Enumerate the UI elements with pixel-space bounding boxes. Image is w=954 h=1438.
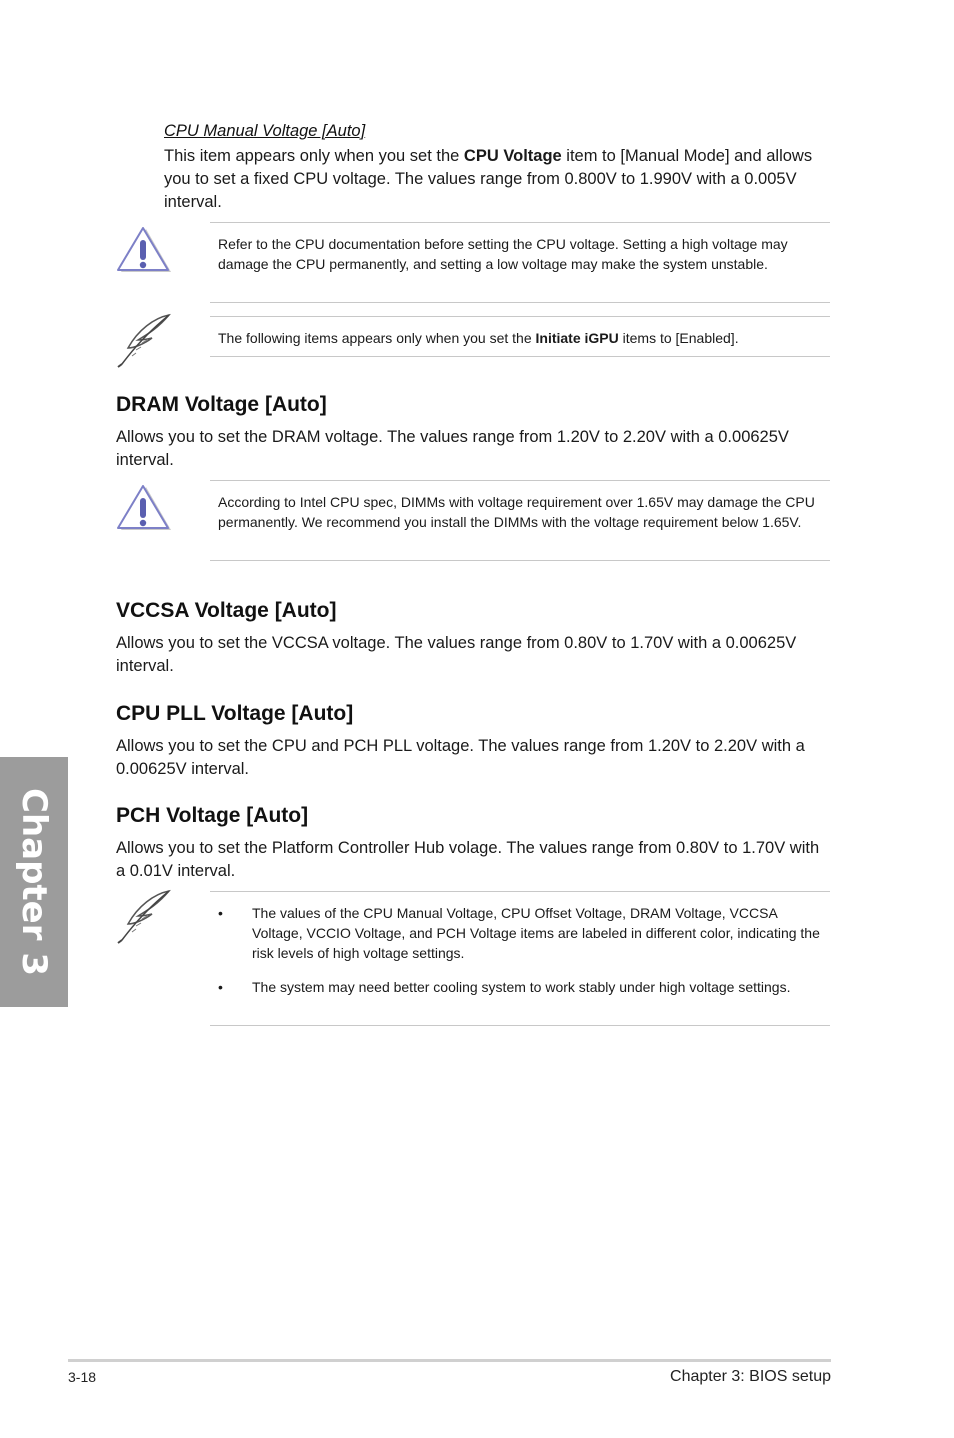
feather-pen-icon — [114, 888, 174, 951]
cpu-manual-voltage-title: CPU Manual Voltage [Auto] — [164, 122, 366, 140]
list-item-text: The values of the CPU Manual Voltage, CPU Offset Voltage, DRAM Voltage, VCCSA Voltage, VCCIO Voltage, and PCH Voltage items are labeled in different color, indicating the risk levels of high voltage settings. — [252, 905, 820, 961]
note-text — [218, 328, 828, 348]
desc-text: item to [Manual Mode] and allows you to set a fixed CPU voltage. The values range from 0.800V to 1.990V with a 0.005V interval. — [164, 147, 813, 211]
footer-rule — [68, 1359, 831, 1362]
footer-chapter-title: Chapter 3: BIOS setup — [670, 1368, 831, 1385]
vccsa-voltage-description: Allows you to set the VCCSA voltage. The values range from 0.80V to 1.70V with a 0.00625V interval. — [116, 634, 797, 675]
chapter-side-tab — [0, 757, 68, 1007]
warning-icon — [116, 484, 172, 537]
initiate-igpu-bold: Initiate iGPU — [535, 330, 619, 346]
pch-voltage-heading: PCH Voltage [Auto] — [116, 804, 309, 827]
note-text-part: The following items appears only when you set the — [218, 330, 536, 346]
bullet-glyph: • — [218, 979, 223, 995]
caution-bottom-rule — [210, 302, 830, 303]
note-top-rule — [210, 891, 830, 892]
dram-voltage-heading: DRAM Voltage [Auto] — [116, 393, 327, 416]
cpu-pll-voltage-description: Allows you to set the CPU and PCH PLL voltage. The values range from 1.20V to 2.20V with a 0.00625V interval. — [116, 737, 805, 778]
caution-text: Refer to the CPU documentation before setting the CPU voltage. Setting a high voltage may damage the CPU permanently, and setting a low voltage may make the system unstable. — [218, 236, 788, 272]
desc-text: This item appears only when you set the — [164, 147, 464, 165]
feather-pen-icon — [114, 312, 174, 375]
list-item-text: The system may need better cooling system to work stably under high voltage settings. — [252, 979, 791, 995]
caution-text: According to Intel CPU spec, DIMMs with voltage requirement over 1.65V may damage the CPU permanently. We recommend you install the DIMMs with the voltage requirement below 1.65V. — [218, 494, 815, 530]
note-bottom-rule — [210, 1025, 830, 1026]
warning-icon — [116, 226, 172, 279]
cpu-pll-voltage-heading: CPU PLL Voltage [Auto] — [116, 702, 354, 725]
note-bottom-rule — [210, 356, 830, 357]
caution-top-rule — [210, 222, 830, 223]
cpu-voltage-bold: CPU Voltage — [463, 147, 562, 165]
note-text-part: items to [Enabled]. — [618, 330, 739, 346]
page-number: 3-18 — [68, 1369, 97, 1385]
pch-voltage-description: Allows you to set the Platform Controller Hub volage. The values range from 0.80V to 1.70V with a 0.01V interval. — [116, 839, 820, 880]
bullet-glyph: • — [218, 905, 223, 921]
dram-voltage-description: Allows you to set the DRAM voltage. The values range from 1.20V to 2.20V with a 0.00625V interval. — [116, 428, 789, 469]
chapter-side-tab-label: Chapter 3 — [14, 787, 54, 977]
note-top-rule — [210, 316, 830, 317]
caution-bottom-rule — [210, 560, 830, 561]
vccsa-voltage-heading: VCCSA Voltage [Auto] — [116, 599, 337, 622]
caution-top-rule — [210, 480, 830, 481]
cpu-manual-voltage-description — [164, 145, 830, 214]
